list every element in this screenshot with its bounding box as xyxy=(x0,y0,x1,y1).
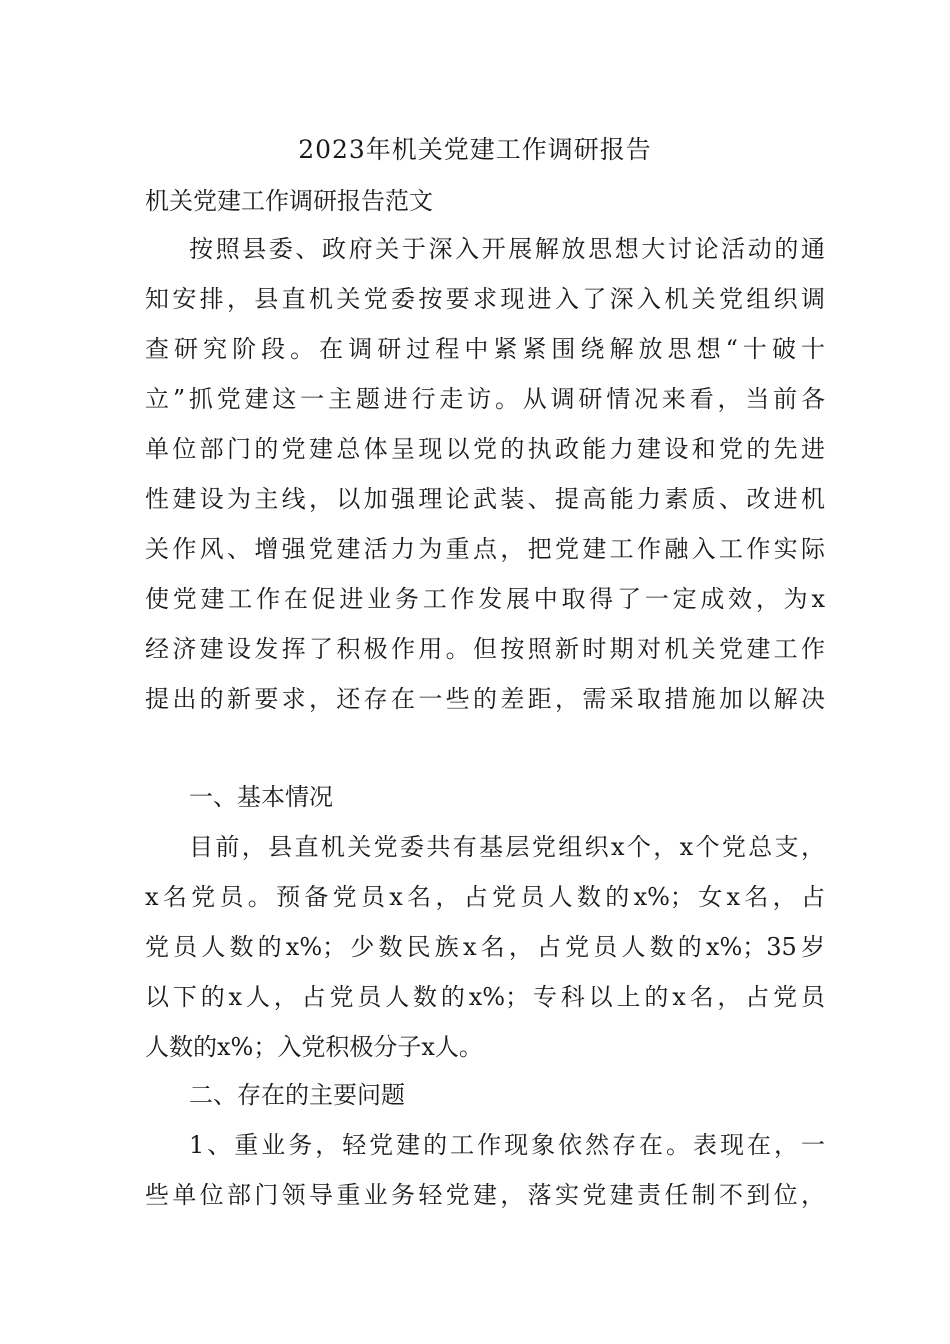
basic-situation-paragraph xyxy=(145,822,825,1072)
paragraph-line: 按照县委、政府关于深入开展解放思想大讨论活动的通 xyxy=(189,235,825,263)
paragraph-line: 目前，县直机关党委共有基层党组织x个，x个党总支， xyxy=(189,833,825,861)
paragraph-line: 经济建设发挥了积极作用。但按照新时期对机关党建工作 xyxy=(145,635,825,663)
paragraph-line: x名党员。预备党员x名，占党员人数的x%；女x名，占 xyxy=(145,883,825,911)
problems-paragraph xyxy=(145,1120,825,1220)
paragraph-line: 人数的x%；入党积极分子x人。 xyxy=(145,1033,483,1061)
paragraph-line: 知安排，县直机关党委按要求现进入了深入机关党组织调 xyxy=(145,285,825,313)
paragraph-line: 关作风、增强党建活力为重点，把党建工作融入工作实际 xyxy=(145,535,825,563)
paragraph-line: 以下的x人，占党员人数的x%；专科以上的x名，占党员 xyxy=(145,983,825,1011)
document-subtitle: 机关党建工作调研报告范文 xyxy=(145,187,433,215)
section-heading: 二、存在的主要问题 xyxy=(189,1081,405,1109)
paragraph-line: 立”抓党建这一主题进行走访。从调研情况来看，当前各 xyxy=(145,385,825,413)
paragraph-line: 性建设为主线，以加强理论武装、提高能力素质、改进机 xyxy=(145,485,825,513)
intro-paragraph xyxy=(145,224,825,724)
paragraph-line: 提出的新要求，还存在一些的差距，需采取措施加以解决 xyxy=(145,685,825,713)
paragraph-line: 单位部门的党建总体呈现以党的执政能力建设和党的先进 xyxy=(145,435,825,463)
section-heading: 一、基本情况 xyxy=(189,783,333,811)
paragraph-line: 党员人数的x%；少数民族x名，占党员人数的x%；35岁 xyxy=(145,933,825,961)
paragraph-line: 使党建工作在促进业务工作发展中取得了一定成效，为x xyxy=(145,585,825,613)
paragraph-line: 1、重业务，轻党建的工作现象依然存在。表现在，一 xyxy=(189,1131,825,1159)
section-heading-basic xyxy=(145,772,825,822)
section-heading-problems xyxy=(145,1070,825,1120)
document-title: 2023年机关党建工作调研报告 xyxy=(298,135,652,164)
paragraph-line: 些单位部门领导重业务轻党建，落实党建责任制不到位， xyxy=(145,1181,825,1209)
paragraph-line: 查研究阶段。在调研过程中紧紧围绕解放思想“十破十 xyxy=(145,335,825,363)
